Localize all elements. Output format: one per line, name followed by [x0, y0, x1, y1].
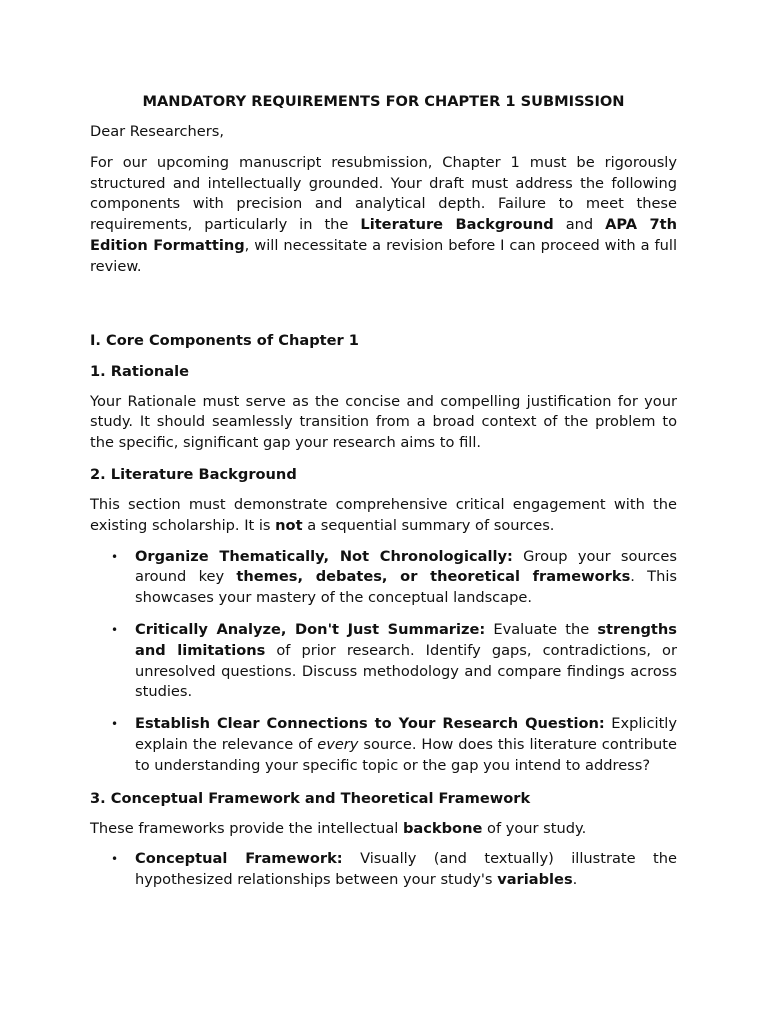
bullet-icon: • — [111, 717, 119, 732]
intro-paragraph: For our upcoming manuscript resubmission, Chapter 1 must be rigorously structured and intellectually grounded. Your draft must address the following components with precision and analytical depth. Failure to meet these requirements, particularly in the Literature Background and APA 7th Edition Formatting, will necessitate a revision before I can proceed with a full review. — [90, 153, 678, 275]
list-item: • Establish Clear Connections to Your Research Question: Explicitly explain the relevance of every source. How does this literature contribute to understanding your specific topic or the gap you intend to address? — [111, 715, 677, 774]
bullet-icon: • — [111, 549, 119, 564]
bullet-lead: Establish Clear Connections to Your Research Question: — [135, 715, 605, 733]
list-item: • Critically Analyze, Don't Just Summarize: Evaluate the strengths and limitations of prior research. Identify gaps, contradictions, or unresolved questions. Discuss methodology and compare findings across studies. — [111, 620, 677, 701]
frameworks-intro: These frameworks provide the intellectual backbone of your study. — [90, 819, 587, 837]
italic-emphasis-every: every — [317, 735, 359, 753]
emphasis-apa-formatting: APA 7th Edition Formatting — [90, 216, 678, 254]
frameworks-bullet-list — [90, 849, 677, 891]
greeting: Dear Researchers, — [90, 123, 224, 140]
rationale-heading: 1. Rationale — [90, 362, 190, 380]
bullet-icon: • — [111, 852, 119, 867]
frameworks-heading: 3. Conceptual Framework and Theoretical Framework — [90, 789, 531, 807]
bullet-lead: Organize Thematically, Not Chronologically: — [135, 547, 513, 565]
emphasis-not: not — [275, 516, 303, 534]
bullet-icon: • — [111, 622, 119, 637]
bullet-emphasis: strengths and limitations — [135, 620, 677, 659]
literature-heading: 2. Literature Background — [90, 465, 297, 483]
bullet-emphasis: themes, debates, or theoretical frameworks — [236, 568, 631, 586]
rationale-paragraph: Your Rationale must serve as the concise and compelling justification for your study. It should seamlessly transition from a broad context of the problem to the specific, significant gap your research aims to fill. — [90, 392, 677, 452]
literature-intro: This section must demonstrate comprehensive critical engagement with the existing scholarship. It is not a sequential summary of sources. — [90, 495, 677, 534]
emphasis-backbone: backbone — [402, 819, 483, 837]
bullet-lead: Critically Analyze, Don't Just Summarize: — [135, 620, 486, 638]
bullet-lead: Conceptual Framework: — [135, 850, 343, 868]
part1-heading: I. Core Components of Chapter 1 — [90, 331, 359, 349]
literature-bullet-list — [90, 547, 677, 777]
list-item: • Organize Thematically, Not Chronologically: Group your sources around key themes, debates, or theoretical frameworks. This showcases your mastery of the conceptual landscape. — [111, 547, 677, 607]
emphasis-literature-background: Literature Background — [360, 216, 554, 234]
list-item: • Conceptual Framework: Visually (and textually) illustrate the hypothesized relationships between your study's variables. — [111, 850, 677, 889]
bullet-emphasis: variables — [497, 871, 573, 889]
document-title: MANDATORY REQUIREMENTS FOR CHAPTER 1 SUBMISSION — [142, 93, 625, 110]
